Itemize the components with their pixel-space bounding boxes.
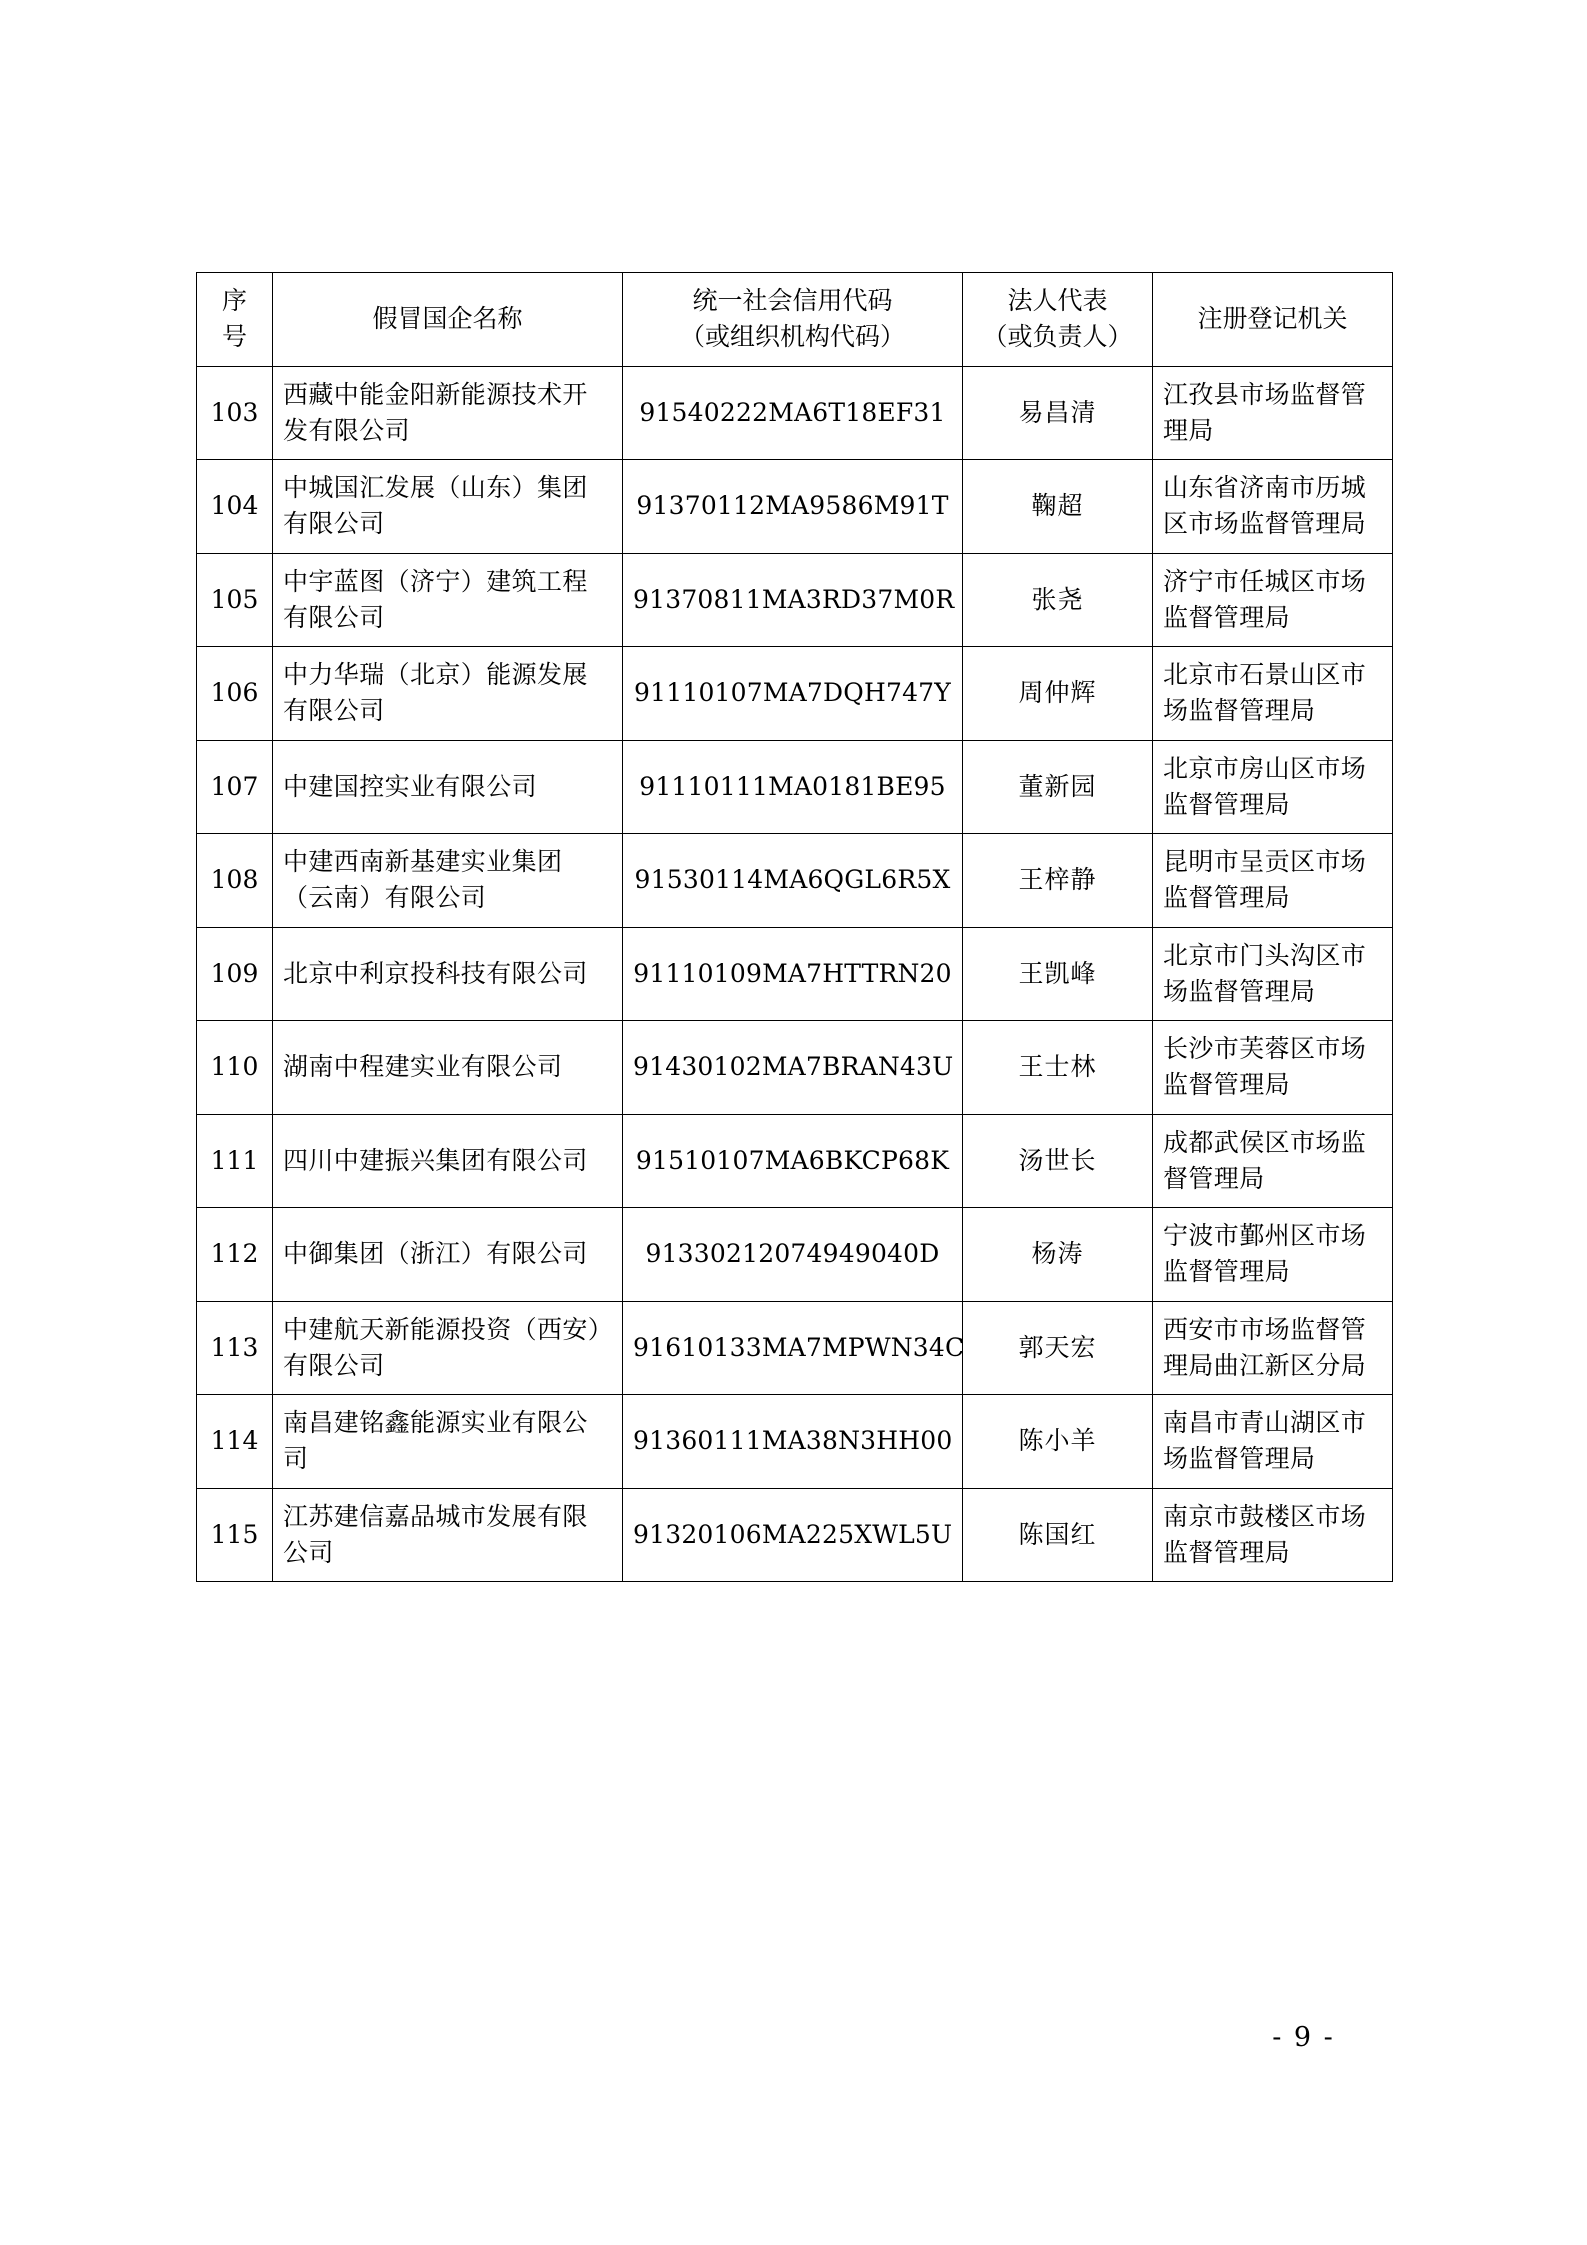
- row-credit-code: 91370811MA3RD37M0R: [623, 553, 963, 647]
- row-company-name: 江苏建信嘉品城市发展有限公司: [273, 1488, 623, 1582]
- header-credit-code-line1: 统一社会信用代码: [692, 286, 893, 315]
- row-legal-person: 易昌清: [963, 366, 1153, 460]
- header-registration-authority: 注册登记机关: [1153, 273, 1393, 367]
- row-legal-person: 张尧: [963, 553, 1153, 647]
- header-credit-code: [623, 273, 963, 367]
- fake-soe-table-container: [196, 272, 1392, 1582]
- row-company-name: 中御集团（浙江）有限公司: [273, 1208, 623, 1302]
- row-company-name: 北京中利京投科技有限公司: [273, 927, 623, 1021]
- row-index: 107: [197, 740, 273, 834]
- row-legal-person: 董新园: [963, 740, 1153, 834]
- row-registration-authority: 南昌市青山湖区市场监督管理局: [1153, 1395, 1393, 1489]
- row-company-name: 西藏中能金阳新能源技术开发有限公司: [273, 366, 623, 460]
- row-legal-person: 陈国红: [963, 1488, 1153, 1582]
- page-number: - 9 -: [1272, 2022, 1335, 2053]
- row-registration-authority: 成都武侯区市场监督管理局: [1153, 1114, 1393, 1208]
- header-legal-person-line1: 法人代表: [1007, 286, 1108, 315]
- header-credit-code-line2: （或组织机构代码）: [679, 322, 905, 352]
- table-row: [197, 834, 1393, 928]
- row-credit-code: 91540222MA6T18EF31: [623, 366, 963, 460]
- row-credit-code: 91110111MA0181BE95: [623, 740, 963, 834]
- table-body: [197, 366, 1393, 1582]
- row-registration-authority: 西安市市场监督管理局曲江新区分局: [1153, 1301, 1393, 1395]
- row-credit-code: 91330212074949040D: [623, 1208, 963, 1302]
- row-company-name: 中建航天新能源投资（西安）有限公司: [273, 1301, 623, 1395]
- table-row: [197, 1208, 1393, 1302]
- table-row: [197, 647, 1393, 741]
- row-index: 111: [197, 1114, 273, 1208]
- header-index-char1: 序 号: [221, 286, 247, 352]
- row-registration-authority: 北京市石景山区市场监督管理局: [1153, 647, 1393, 741]
- row-index: 103: [197, 366, 273, 460]
- row-registration-authority: 江孜县市场监督管理局: [1153, 366, 1393, 460]
- row-registration-authority: 宁波市鄞州区市场监督管理局: [1153, 1208, 1393, 1302]
- row-company-name: 中力华瑞（北京）能源发展有限公司: [273, 647, 623, 741]
- fake-soe-table: [196, 272, 1393, 1582]
- row-registration-authority: 济宁市任城区市场监督管理局: [1153, 553, 1393, 647]
- table-row: [197, 1301, 1393, 1395]
- table-row: [197, 1021, 1393, 1115]
- row-registration-authority: 昆明市呈贡区市场监督管理局: [1153, 834, 1393, 928]
- row-company-name: 南昌建铭鑫能源实业有限公司: [273, 1395, 623, 1489]
- header-index: [197, 273, 273, 367]
- table-header: [197, 273, 1393, 367]
- row-index: 106: [197, 647, 273, 741]
- row-credit-code: 91320106MA225XWL5U: [623, 1488, 963, 1582]
- table-row: [197, 740, 1393, 834]
- row-index: 115: [197, 1488, 273, 1582]
- row-company-name: 中宇蓝图（济宁）建筑工程有限公司: [273, 553, 623, 647]
- row-company-name: 四川中建振兴集团有限公司: [273, 1114, 623, 1208]
- row-credit-code: 91360111MA38N3HH00: [623, 1395, 963, 1489]
- row-index: 114: [197, 1395, 273, 1489]
- row-index: 112: [197, 1208, 273, 1302]
- row-registration-authority: 山东省济南市历城区市场监督管理局: [1153, 460, 1393, 554]
- table-row: [197, 460, 1393, 554]
- row-index: 108: [197, 834, 273, 928]
- row-index: 110: [197, 1021, 273, 1115]
- table-header-row: [197, 273, 1393, 367]
- row-index: 105: [197, 553, 273, 647]
- row-legal-person: 周仲辉: [963, 647, 1153, 741]
- row-legal-person: 汤世长: [963, 1114, 1153, 1208]
- row-credit-code: 91610133MA7MPWN34C: [623, 1301, 963, 1395]
- row-legal-person: 杨涛: [963, 1208, 1153, 1302]
- row-credit-code: 91370112MA9586M91T: [623, 460, 963, 554]
- row-legal-person: 郭天宏: [963, 1301, 1153, 1395]
- row-credit-code: 91510107MA6BKCP68K: [623, 1114, 963, 1208]
- row-legal-person: 王凯峰: [963, 927, 1153, 1021]
- row-credit-code: 91110107MA7DQH747Y: [623, 647, 963, 741]
- header-company-name: 假冒国企名称: [273, 273, 623, 367]
- row-credit-code: 91530114MA6QGL6R5X: [623, 834, 963, 928]
- row-company-name: 湖南中程建实业有限公司: [273, 1021, 623, 1115]
- row-legal-person: 鞠超: [963, 460, 1153, 554]
- row-company-name: 中建国控实业有限公司: [273, 740, 623, 834]
- row-registration-authority: 南京市鼓楼区市场监督管理局: [1153, 1488, 1393, 1582]
- table-row: [197, 1395, 1393, 1489]
- row-legal-person: 王士林: [963, 1021, 1153, 1115]
- row-credit-code: 91110109MA7HTTRN20: [623, 927, 963, 1021]
- header-legal-person-line2: （或负责人）: [982, 322, 1133, 352]
- table-row: [197, 1114, 1393, 1208]
- table-row: [197, 927, 1393, 1021]
- row-registration-authority: 北京市门头沟区市场监督管理局: [1153, 927, 1393, 1021]
- row-registration-authority: 北京市房山区市场监督管理局: [1153, 740, 1393, 834]
- table-row: [197, 553, 1393, 647]
- row-company-name: 中建西南新基建实业集团（云南）有限公司: [273, 834, 623, 928]
- row-credit-code: 91430102MA7BRAN43U: [623, 1021, 963, 1115]
- row-registration-authority: 长沙市芙蓉区市场监督管理局: [1153, 1021, 1393, 1115]
- row-index: 109: [197, 927, 273, 1021]
- row-index: 104: [197, 460, 273, 554]
- page-footer: [0, 2022, 1587, 2053]
- table-row: [197, 366, 1393, 460]
- row-legal-person: 王梓静: [963, 834, 1153, 928]
- row-legal-person: 陈小羊: [963, 1395, 1153, 1489]
- header-legal-person: [963, 273, 1153, 367]
- row-index: 113: [197, 1301, 273, 1395]
- row-company-name: 中城国汇发展（山东）集团有限公司: [273, 460, 623, 554]
- table-row: [197, 1488, 1393, 1582]
